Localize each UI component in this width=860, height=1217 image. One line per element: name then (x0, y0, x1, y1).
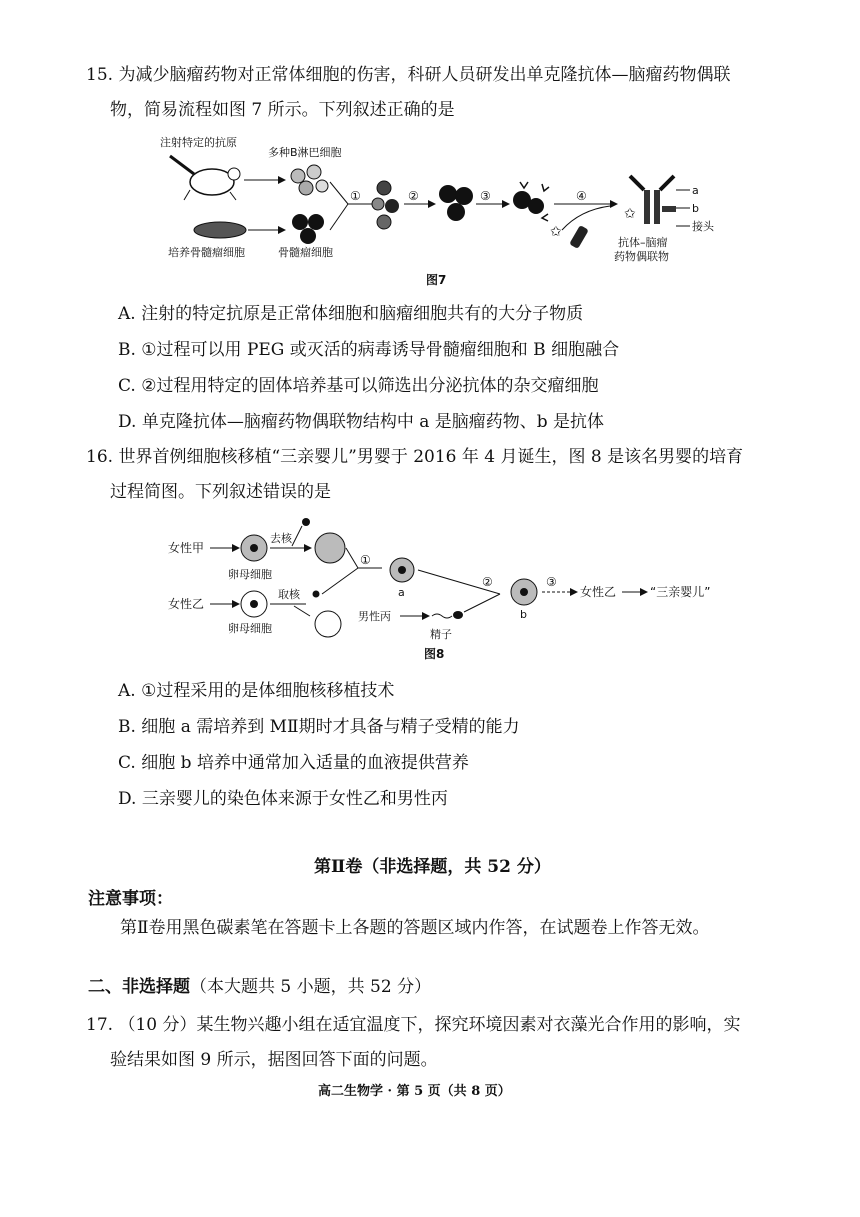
q15-option-a: A. 注射的特定抗原是正常体细胞和脑瘤细胞共有的大分子物质 (118, 304, 584, 324)
label-conjugate-2: 药物偶联物 (614, 250, 669, 263)
q17-stem-line2: 验结果如图 9 所示，据图回答下面的问题。 (110, 1050, 438, 1070)
page-footer: 高二生物学 · 第 5 页（共 8 页） (318, 1084, 511, 1099)
q16-option-d: D. 三亲婴儿的染色体来源于女性乙和男性丙 (118, 789, 448, 809)
step-2-fig8: ② (482, 575, 493, 589)
q16-option-c: C. 细胞 b 培养中通常加入适量的血液提供营养 (118, 753, 469, 773)
sperm-icon (432, 614, 452, 618)
myeloma-cells-icon (292, 214, 324, 244)
label-a: a (692, 184, 699, 197)
mouse-icon (190, 169, 234, 195)
label-inject: 注射特定的抗原 (160, 136, 237, 149)
step-1-fig8: ① (360, 553, 371, 567)
figure-8 (160, 512, 740, 668)
step-2: ② (408, 189, 419, 203)
label-myeloma: 骨髓瘤细胞 (278, 246, 333, 259)
removed-nucleus-icon (302, 518, 310, 526)
q16-stem-line2: 过程简图。下列叙述错误的是 (110, 482, 331, 502)
q16-stem-line1: 16. 世界首例细胞核移植“三亲婴儿”男婴于 2016 年 4 月诞生，图 8 是该名男婴的培育 (86, 447, 744, 467)
figure-7 (150, 130, 730, 290)
part2-title: 第Ⅱ卷（非选择题，共 52 分） (314, 857, 551, 877)
label-take-nucleus: 取核 (278, 588, 300, 601)
q15-option-c: C. ②过程用特定的固体培养基可以筛选出分泌抗体的杂交瘤细胞 (118, 376, 599, 396)
label-b: b (692, 202, 699, 215)
svg-text:✩: ✩ (624, 206, 636, 222)
step-3: ③ (480, 189, 491, 203)
section-heading: 二、非选择题 (88, 977, 190, 997)
antibody-secreting-cells-icon (513, 182, 549, 221)
taken-nucleus-icon (313, 591, 320, 598)
q17-stem-line1: 17. （10 分）某生物兴趣小组在适宜温度下，探究环境因素对衣藻光合作用的影响，实 (86, 1015, 741, 1035)
hybridoma-cells-icon (439, 185, 473, 221)
step-3-fig8: ③ (546, 575, 557, 589)
linker-icon (569, 225, 589, 249)
b-cells-icon (291, 165, 328, 195)
fused-cells-icon (372, 181, 399, 229)
q15-option-b: B. ①过程可以用 PEG 或灭活的病毒诱导骨髓瘤细胞和 B 细胞融合 (118, 340, 620, 360)
label-egg-cell-2: 卵母细胞 (228, 622, 272, 635)
label-a-fig8: a (398, 586, 405, 599)
label-male-c: 男性丙 (358, 610, 391, 623)
section-heading-row (88, 976, 431, 998)
q16-option-b: B. 细胞 a 需培养到 MⅡ期时才具备与精子受精的能力 (118, 717, 520, 737)
label-female-b-2: 女性乙 (580, 585, 617, 599)
notice-text: 第Ⅱ卷用黑色碳素笔在答题卡上各题的答题区域内作答，在试题卷上作答无效。 (120, 918, 710, 938)
label-baby: “三亲婴儿” (650, 585, 711, 599)
step-4: ④ (576, 189, 587, 203)
section-note: （本大题共 5 小题，共 52 分） (190, 977, 432, 997)
q15-stem-line2: 物，简易流程如图 7 所示。下列叙述正确的是 (110, 100, 455, 120)
q16-option-a: A. ①过程采用的是体细胞核移植技术 (118, 681, 395, 701)
conjugate-icon (624, 176, 676, 224)
label-conjugate-1: 抗体–脑瘤 (618, 236, 668, 249)
q15-option-d: D. 单克隆抗体—脑瘤药物偶联物结构中 a 是脑瘤药物、b 是抗体 (118, 412, 605, 432)
label-female-a: 女性甲 (168, 541, 205, 555)
label-b-cells: 多种B淋巴细胞 (268, 146, 342, 159)
label-linker: 接头 (692, 220, 714, 233)
label-egg-cell-1: 卵母细胞 (228, 568, 272, 581)
notice-heading: 注意事项： (88, 889, 173, 909)
enucleated-egg-icon (315, 533, 345, 563)
label-remove-nucleus: 去核 (270, 532, 292, 545)
petri-dish-icon (194, 222, 246, 238)
syringe-icon (170, 156, 194, 174)
label-sperm: 精子 (430, 628, 452, 641)
figure-7-caption: 图7 (426, 273, 447, 287)
empty-egg-icon (315, 611, 341, 637)
label-b-fig8: b (520, 608, 527, 621)
step-1: ① (350, 189, 361, 203)
label-female-b: 女性乙 (168, 597, 205, 611)
drug-star-icon: ✩ (550, 224, 562, 240)
label-culture: 培养骨髓瘤细胞 (168, 246, 245, 259)
figure-8-caption: 图8 (424, 647, 445, 661)
q15-stem-line1: 15. 为减少脑瘤药物对正常体细胞的伤害，科研人员研发出单克隆抗体—脑瘤药物偶联 (86, 65, 731, 85)
